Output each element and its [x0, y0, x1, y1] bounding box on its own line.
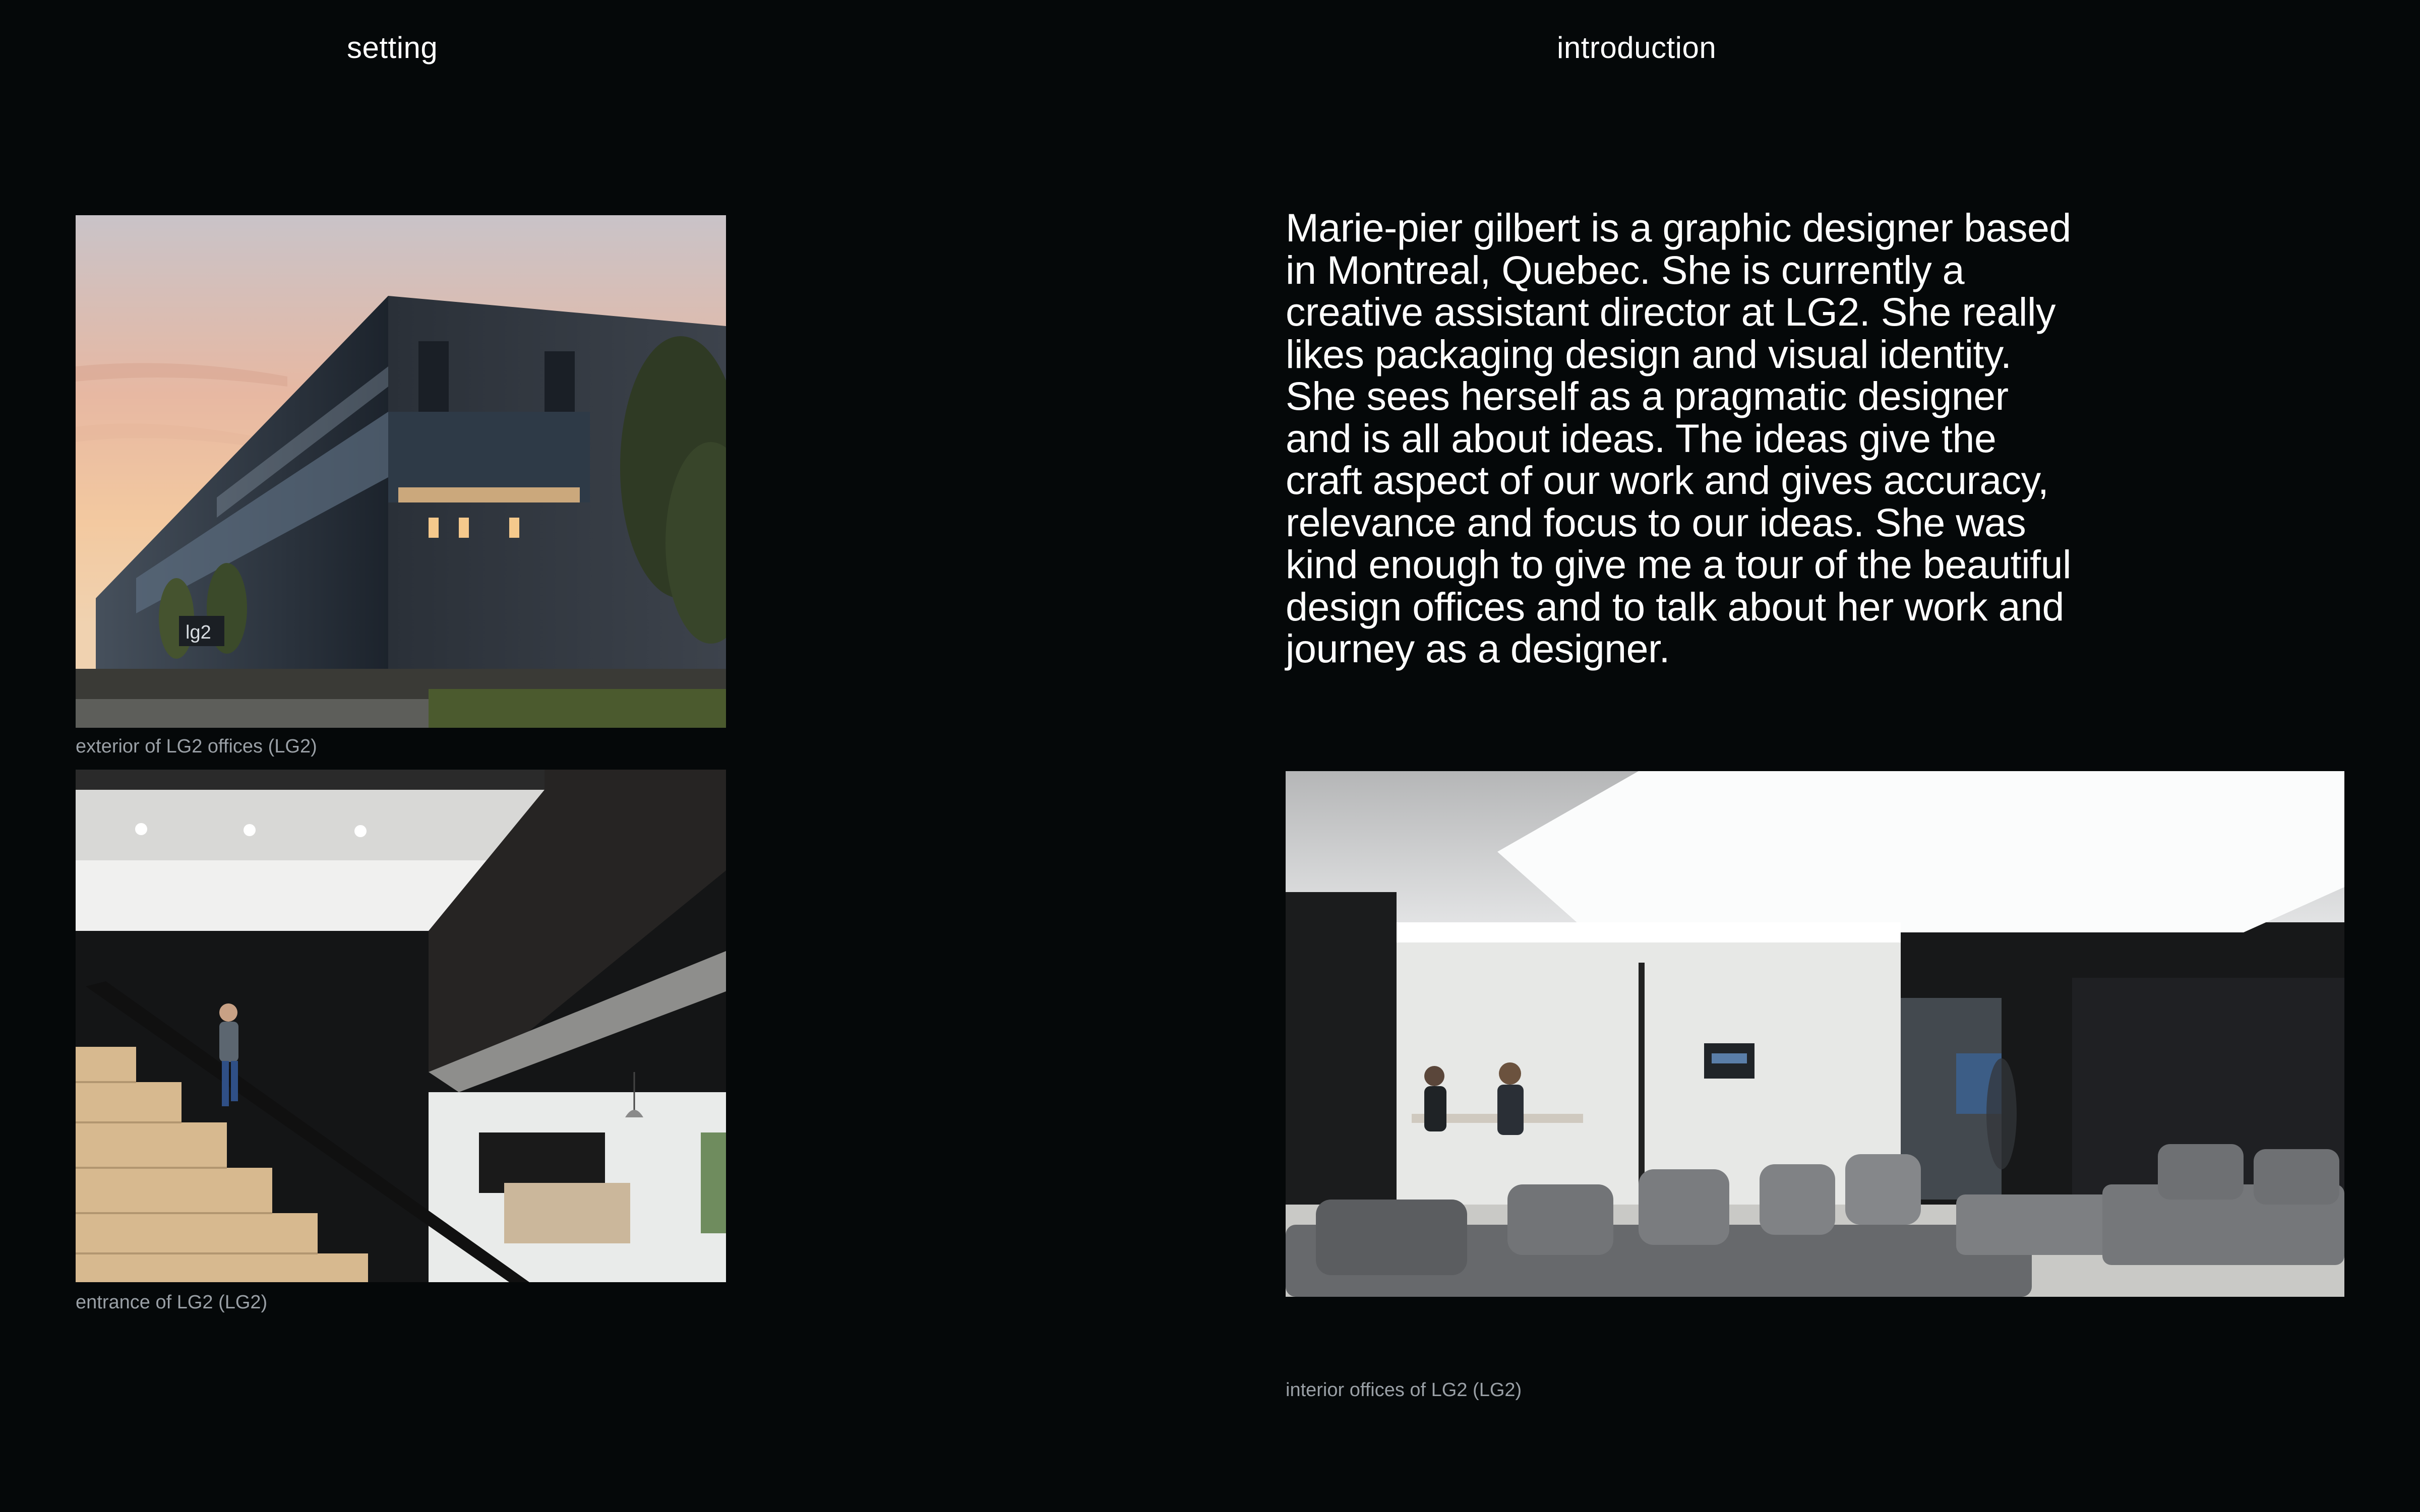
- interior-photo-illustration: [1286, 771, 2344, 1297]
- lg2-sign-text: lg2: [186, 622, 211, 643]
- section-heading-setting: setting: [347, 31, 438, 65]
- intro-paragraph: Marie-pier gilbert is a graphic designer based in Montreal, Quebec. She is currently a creative assistant director at LG2. She really likes packaging design and visual identity. She sees herself as a pragmatic designer and is all about ideas. The ideas give the craft aspect of our work and gives accuracy, relevance and focus to our ideas. She was kind enough to give me a tour of the beautiful design offices and to talk about her work and journey as a designer.: [1286, 205, 2072, 671]
- entrance-photo-illustration: [76, 770, 726, 1282]
- entrance-photo: [76, 770, 726, 1282]
- interior-photo-caption: interior offices of LG2 (LG2): [1286, 1379, 1522, 1401]
- section-heading-introduction: introduction: [1557, 31, 1717, 65]
- exterior-photo-illustration: [76, 215, 726, 728]
- entrance-photo-caption: entrance of LG2 (LG2): [76, 1292, 268, 1313]
- exterior-photo: [76, 215, 726, 728]
- exterior-photo-caption: exterior of LG2 offices (LG2): [76, 736, 317, 757]
- interior-photo: [1286, 771, 2344, 1297]
